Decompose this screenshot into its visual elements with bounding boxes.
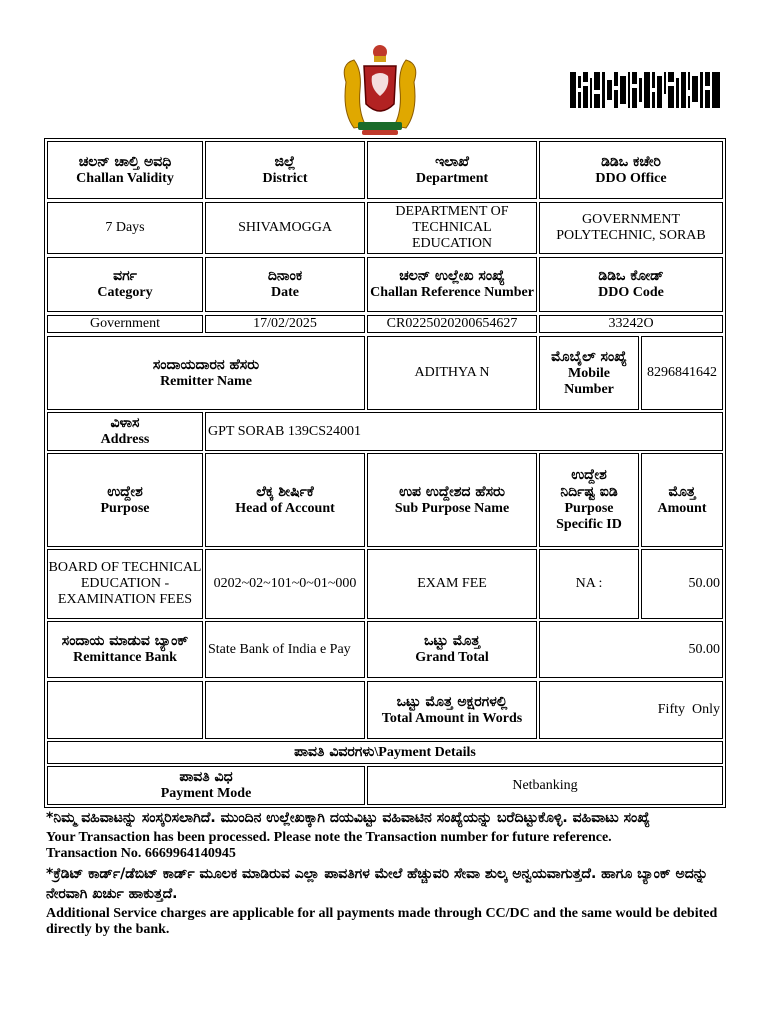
ddo-code-label: DDO Code — [598, 285, 664, 300]
payment-mode-kn: ಪಾವತಿ ವಿಧ — [179, 769, 233, 785]
amount-in-words-header — [367, 681, 537, 739]
grand-total-header — [367, 621, 537, 678]
payment-mode-header — [47, 766, 365, 805]
mobile-number-label: Mobile Number — [564, 365, 614, 397]
blank-cell-2 — [205, 681, 365, 739]
address-header — [47, 412, 203, 451]
district-value: SHIVAMOGGA — [205, 202, 365, 254]
barcode-icon — [570, 72, 720, 108]
mobile-number-header — [539, 336, 639, 410]
head-of-account-kn: ಲೆಕ್ಕ ಶೀರ್ಷಿಕೆ — [256, 483, 314, 500]
date-value: 17/02/2025 — [205, 315, 365, 333]
challan-reference-value: CR0225020200654627 — [367, 315, 537, 333]
grand-total-kn: ಒಟ್ಟು ಮೊತ್ತ — [424, 633, 480, 649]
remittance-bank-value: State Bank of India e Pay — [205, 621, 365, 678]
address-label: Address — [100, 432, 150, 447]
remitter-name-value: ADITHYA N — [367, 336, 537, 410]
purpose-header — [47, 453, 203, 547]
challan-reference-label: Challan Reference Number — [370, 285, 534, 300]
challan-reference-header — [367, 257, 537, 312]
payment-mode-label: Payment Mode — [160, 786, 252, 801]
payment-details-heading — [47, 741, 723, 764]
amount-kn: ಮೊತ್ತ — [668, 483, 696, 500]
date-header — [205, 257, 365, 312]
payment-details-kn: ಪಾವತಿ ವಿವರಗಳು — [294, 744, 375, 760]
remitter-name-label: Remitter Name — [160, 373, 252, 389]
sub-purpose-header — [367, 453, 537, 547]
district-label: District — [262, 170, 308, 186]
transaction-number: Transaction No. 6669964140945 — [46, 846, 236, 861]
district-header — [205, 141, 365, 199]
category-label: Category — [97, 285, 153, 300]
address-value: GPT SORAB 139CS24001 — [205, 412, 723, 451]
grand-total-label: Grand Total — [415, 650, 489, 665]
ddo-office-value: GOVERNMENT POLYTECHNIC, SORAB — [539, 202, 723, 254]
sub-purpose-kn: ಉಪ ಉದ್ದೇಶದ ಹೆಸರು — [399, 483, 505, 500]
category-header — [47, 257, 203, 312]
purpose-label: Purpose — [100, 500, 150, 516]
purpose-id-label: Purpose Specific ID — [556, 501, 622, 532]
purpose-id-value: NA : — [539, 549, 639, 619]
amount-value: 50.00 — [641, 549, 723, 619]
purpose-id-kn: ಉದ್ದೇಶ ನಿರ್ದಿಷ್ಟ ಐಡಿ — [560, 467, 618, 500]
amount-label: Amount — [657, 500, 707, 516]
category-kn: ವರ್ಗ — [113, 268, 137, 284]
grand-total-value: 50.00 — [539, 621, 723, 678]
challan-table — [44, 138, 726, 808]
address-kn: ವಿಳಾಸ — [110, 415, 140, 431]
challan-reference-kn: ಚಲನ್ ಉಲ್ಲೇಖ ಸಂಖ್ಯೆ — [399, 268, 505, 284]
challan-validity-label: Challan Validity — [76, 170, 174, 186]
service-charge-note-kn: *ಕ್ರೆಡಿಟ್ ಕಾರ್ಡ್/ಡೆಬಿಟ್ ಕಾರ್ಡ್ ಮೂಲಕ ಮಾಡಿರುವ ಎಲ್ಲಾ ಪಾವತಿಗಳ ಮೇಲೆ ಹೆಚ್ಚುವರಿ ಸೇವಾ ಶುಲ್ಕ ಅನ್ವಯವಾಗುತ್ತದೆ. ಹಾಗೂ ಬ್ಯಾಂಕ್ ಅದನ್ನು ನೇರವಾಗಿ ಖರ್ಚು ಹಾಕುತ್ತದೆ. — [46, 866, 708, 902]
service-charge-note-en: Additional Service charges are applicable for all payments made through CC/DC and the same would be debited directly by the bank. — [46, 906, 718, 937]
purpose-kn: ಉದ್ದೇಶ — [107, 483, 143, 500]
ddo-code-value: 33242O — [539, 315, 723, 333]
challan-validity-value: 7 Days — [47, 202, 203, 254]
department-value: DEPARTMENT OF TECHNICAL EDUCATION — [367, 202, 537, 254]
ddo-code-kn: ಡಿಡಿಒ ಕೋಡ್ — [598, 268, 664, 284]
head-of-account-label: Head of Account — [235, 500, 335, 516]
blank-cell-1 — [47, 681, 203, 739]
sub-purpose-value: EXAM FEE — [367, 549, 537, 619]
remitter-name-kn: ಸಂದಾಯದಾರನ ಹೆಸರು — [152, 356, 260, 373]
remitter-name-header — [47, 336, 365, 410]
ddo-office-label: DDO Office — [595, 170, 667, 186]
payment-details-label: \Payment Details — [374, 744, 476, 760]
mobile-number-kn: ಮೊಬೈಲ್ ಸಂಖ್ಯೆ — [551, 348, 627, 365]
transaction-note-en: Your Transaction has been processed. Please note the Transaction number for future reference. — [46, 830, 612, 845]
date-kn: ದಿನಾಂಕ — [267, 268, 303, 284]
mobile-number-value: 8296841642 — [641, 336, 723, 410]
remittance-bank-header — [47, 621, 203, 678]
transaction-note-kn: *ನಿಮ್ಮ ವಹಿವಾಟನ್ನು ಸಂಸ್ಕರಿಸಲಾಗಿದೆ. ಮುಂದಿನ ಉಲ್ಲೇಖಕ್ಕಾಗಿ ದಯವಿಟ್ಟು ವಹಿವಾಟಿನ ಸಂಖ್ಯೆಯನ್ನು ಬರೆದಿಟ್ಟುಕೊಳ್ಳಿ. ವಹಿವಾಟು ಸಂಖ್ಯೆ — [46, 810, 650, 826]
challan-validity-kn: ಚಲನ್ ಚಾಲ್ತಿ ಅವಧಿ — [78, 153, 172, 170]
ddo-code-header — [539, 257, 723, 312]
amount-header — [641, 453, 723, 547]
amount-in-words-kn: ಒಟ್ಟು ಮೊತ್ತ ಅಕ್ಷರಗಳಲ್ಲಿ — [396, 693, 508, 710]
amount-in-words-label: Total Amount in Words — [381, 710, 523, 726]
ddo-office-kn: ಡಿಡಿಒ ಕಚೇರಿ — [601, 153, 661, 170]
challan-validity-header — [47, 141, 203, 199]
district-kn: ಜಿಲ್ಲೆ — [274, 153, 296, 170]
remittance-bank-label: Remittance Bank — [73, 650, 177, 665]
head-of-account-header — [205, 453, 365, 547]
head-of-account-value: 0202~02~101~0~01~000 — [205, 549, 365, 619]
notes-section — [46, 808, 736, 938]
payment-mode-value: Netbanking — [367, 766, 723, 805]
department-kn: ಇಲಾಖೆ — [435, 153, 469, 170]
department-label: Department — [415, 170, 489, 186]
department-header — [367, 141, 537, 199]
date-label: Date — [271, 285, 299, 300]
remittance-bank-kn: ಸಂದಾಯ ಮಾಡುವ ಬ್ಯಾಂಕ್ — [61, 633, 189, 649]
karnataka-state-emblem-icon — [332, 42, 428, 138]
category-value: Government — [47, 315, 203, 333]
ddo-office-header — [539, 141, 723, 199]
purpose-id-header — [539, 453, 639, 547]
sub-purpose-label: Sub Purpose Name — [394, 500, 510, 516]
amount-in-words-value: Fifty Only — [539, 681, 723, 739]
purpose-value: BOARD OF TECHNICAL EDUCATION - EXAMINATION FEES — [47, 549, 203, 619]
